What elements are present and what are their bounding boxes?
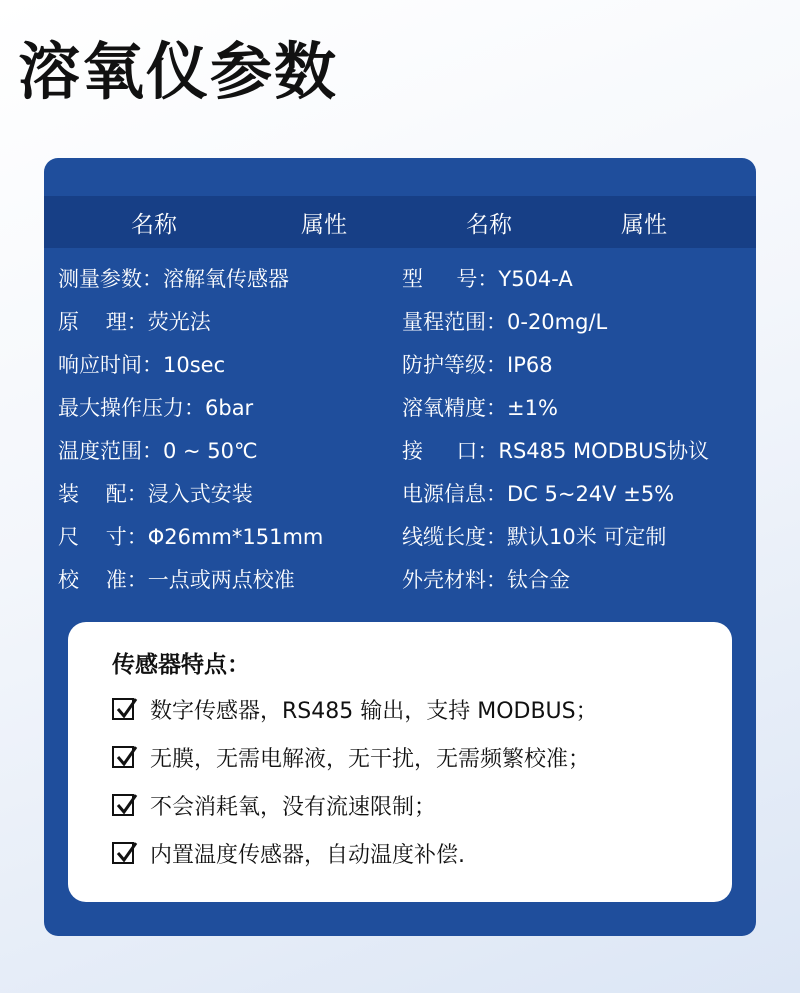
- list-item: [112, 785, 706, 825]
- spec-cell-right: 量程范围：0-20mg/L: [402, 309, 608, 334]
- list-item: [112, 737, 706, 777]
- column-header-name-1: 名称: [131, 211, 177, 238]
- features-title: 传感器特点：: [112, 652, 250, 678]
- page-title: 溶氧仪参数: [18, 35, 339, 108]
- table-row: [44, 342, 756, 385]
- table-row: [44, 385, 756, 428]
- spec-panel: [44, 158, 756, 936]
- column-header-attribute-2: 属性: [621, 211, 667, 238]
- spec-cell-left: 温度范围：0 ~ 50℃: [58, 438, 258, 463]
- spec-cell-left: 最大操作压力：6bar: [58, 395, 254, 420]
- spec-cell-left: 尺 寸：Φ26mm*151mm: [58, 524, 324, 549]
- spec-table-body: [44, 256, 756, 600]
- spec-cell-left: 测量参数：溶解氧传感器: [58, 266, 289, 291]
- checkbox-checked-icon: [112, 698, 134, 720]
- feature-text: 无膜，无需电解液，无干扰，无需频繁校准；: [150, 746, 591, 772]
- spec-cell-right: 线缆长度：默认10米 可定制: [402, 524, 667, 549]
- table-row: [44, 557, 756, 600]
- column-header-name-2: 名称: [466, 211, 512, 238]
- spec-cell-right: 电源信息：DC 5~24V ±5%: [402, 481, 675, 506]
- spec-cell-right: 型 号：Y504-A: [402, 266, 573, 291]
- spec-cell-right: 防护等级：IP68: [402, 352, 553, 377]
- spec-cell-right: 外壳材料：钛合金: [402, 567, 570, 592]
- spec-cell-left: 响应时间：10sec: [58, 352, 226, 377]
- table-row: [44, 256, 756, 299]
- spec-cell-left: 原 理：荧光法: [58, 309, 211, 334]
- feature-text: 数字传感器，RS485 输出，支持 MODBUS；: [150, 698, 598, 724]
- list-item: [112, 689, 706, 729]
- spec-cell-left: 校 准：一点或两点校准: [58, 567, 295, 592]
- table-row: [44, 514, 756, 557]
- spec-cell-right: 溶氧精度：±1%: [402, 395, 558, 420]
- checkbox-checked-icon: [112, 794, 134, 816]
- feature-text: 内置温度传感器，自动温度补偿.: [150, 842, 465, 868]
- table-row: [44, 299, 756, 342]
- spec-cell-left: 装 配：浸入式安装: [58, 481, 253, 506]
- table-row: [44, 471, 756, 514]
- spec-cell-right: 接 口：RS485 MODBUS协议: [402, 438, 709, 463]
- column-header-attribute-1: 属性: [301, 211, 347, 238]
- feature-text: 不会消耗氧，没有流速限制；: [150, 794, 437, 820]
- spec-table-header: [44, 196, 756, 248]
- checkbox-checked-icon: [112, 746, 134, 768]
- checkbox-checked-icon: [112, 842, 134, 864]
- list-item: [112, 833, 706, 873]
- table-row: [44, 428, 756, 471]
- features-card: [68, 622, 732, 902]
